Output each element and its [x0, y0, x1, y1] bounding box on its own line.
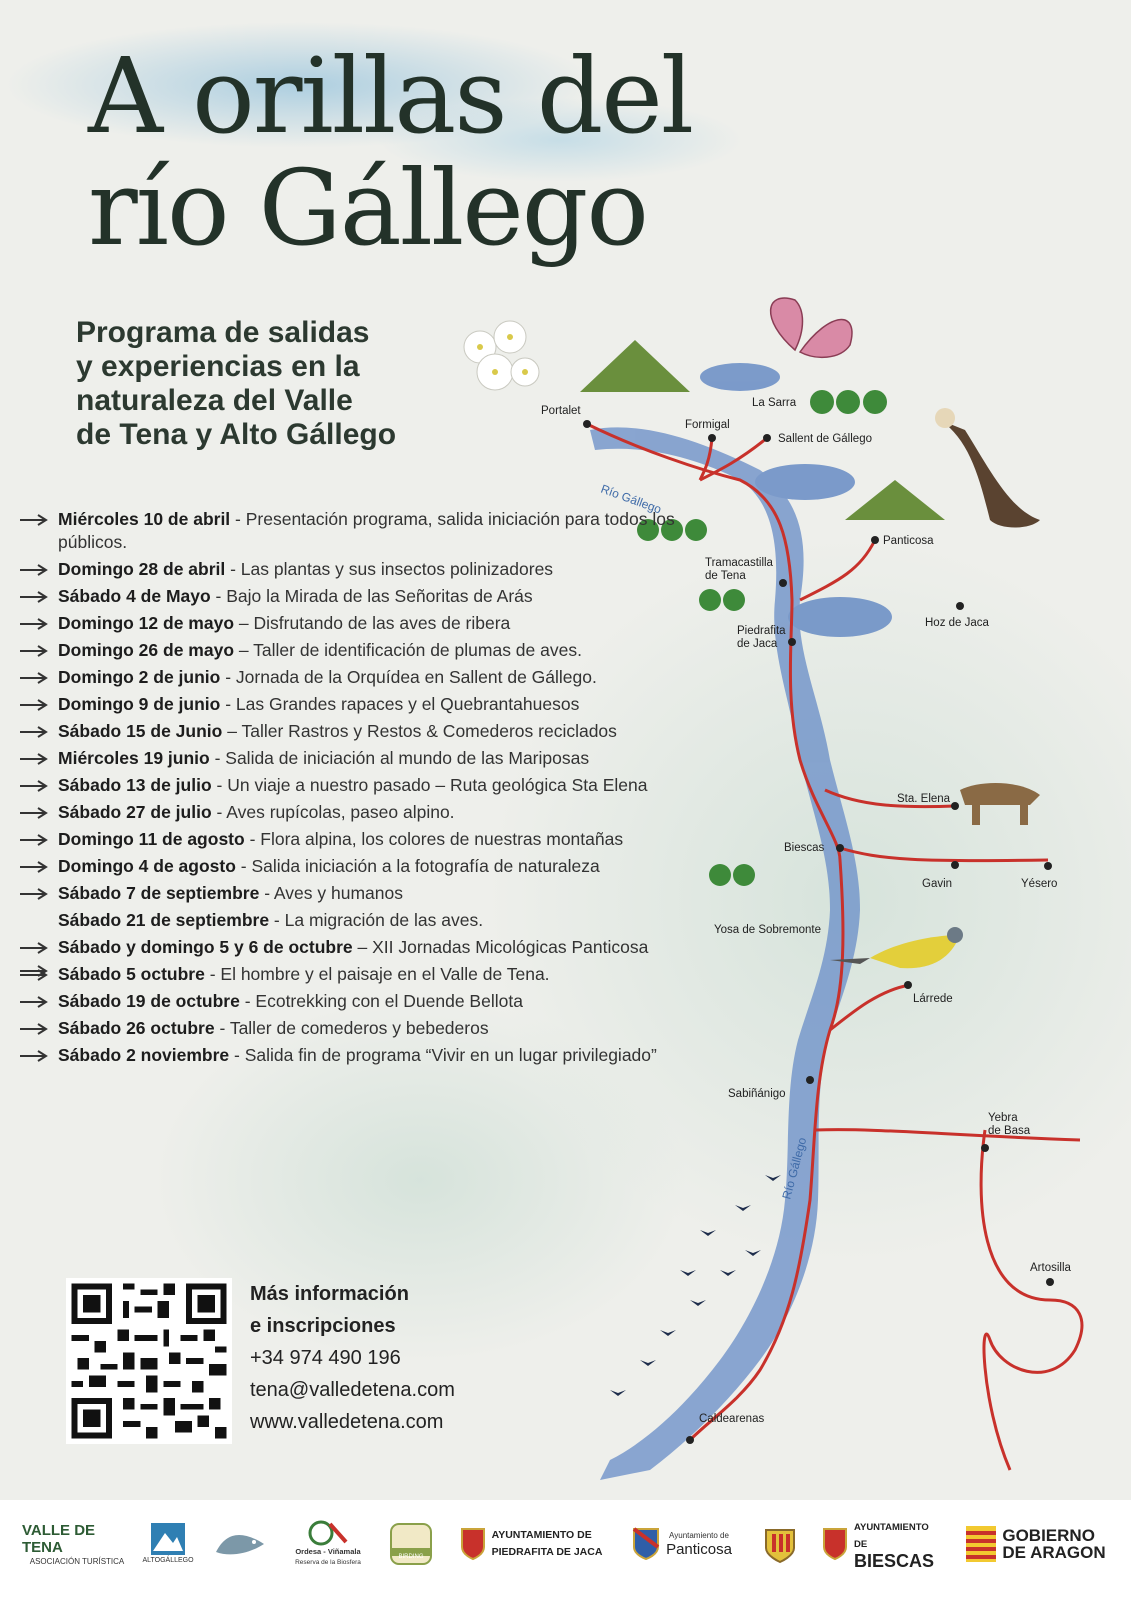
event-desc: - Salida fin de programa “Vivir en un lugar privilegiado” [229, 1045, 657, 1065]
event-item [18, 774, 688, 797]
event-desc: - Ecotrekking con el Duende Bellota [239, 991, 523, 1011]
place-tramacastilla-1: Tramacastilla [705, 557, 773, 569]
event-item [18, 882, 688, 905]
event-desc: - Aves y humanos [259, 883, 403, 903]
logo-ordesa-vinamala: Ordesa - Viñamala Reserva de la Biosfera [284, 1512, 372, 1576]
subtitle-line-2: y experiencias en la [76, 350, 360, 383]
arrow-right-icon [18, 990, 58, 1013]
coat-of-arms-icon [764, 1524, 796, 1564]
logo-ayto-piedrafita: AYUNTAMIENTO DE PIEDRAFITA DE JACA [456, 1512, 606, 1576]
river-label-top: Río Gállego [598, 481, 664, 517]
arrow-right-icon [18, 774, 58, 797]
event-date: Sábado 7 de septiembre [58, 883, 260, 903]
place-hoz-de-jaca: Hoz de Jaca [925, 617, 989, 629]
event-desc: – Taller Rastros y Restos & Comederos reciclados [222, 721, 617, 741]
place-yebra-2: de Basa [988, 1125, 1031, 1137]
event-desc: - Presentación programa, salida iniciación para todos los públicos. [58, 509, 675, 552]
place-caldearenas: Caldearenas [699, 1413, 765, 1425]
place-yebra-1: Yebra [988, 1112, 1018, 1124]
arrow-right-icon [18, 882, 58, 905]
event-item [18, 855, 688, 878]
event-date: Sábado 13 de julio [58, 775, 212, 795]
event-date: Domingo 26 de mayo [58, 640, 235, 660]
place-yesero: Yésero [1021, 878, 1058, 890]
event-date: Sábado 19 de octubre [58, 991, 240, 1011]
event-date: Domingo 28 de abril [58, 559, 226, 579]
event-desc: – XII Jornadas Micológicas Panticosa [352, 937, 649, 957]
info-heading-2: e inscripciones [250, 1315, 396, 1337]
event-item [18, 801, 688, 824]
event-item [18, 639, 688, 662]
email-link[interactable]: tena@valledetena.com [250, 1379, 455, 1401]
event-desc: – Disfrutando de las aves de ribera [234, 613, 511, 633]
event-desc: - Las plantas y sus insectos polinizadores [225, 559, 554, 579]
event-item [18, 693, 688, 716]
place-la-sarra: La Sarra [752, 397, 797, 409]
place-biescas: Biescas [784, 842, 825, 854]
logo-birding: BIRDING [386, 1512, 436, 1576]
subtitle-line-4: de Tena y Alto Gállego [76, 418, 397, 451]
event-date: Sábado 26 octubre [58, 1018, 215, 1038]
event-date: Miércoles 19 junio [58, 748, 210, 768]
arrow-right-icon [18, 909, 58, 932]
logo-ayto-sallent [756, 1512, 804, 1576]
title-line-1: A orillas del [88, 35, 693, 157]
event-date: Domingo 4 de agosto [58, 856, 236, 876]
poster-title [88, 35, 693, 269]
event-date: Sábado 2 noviembre [58, 1045, 230, 1065]
place-artosilla: Artosilla [1030, 1262, 1071, 1274]
info-heading-1: Más información [250, 1283, 409, 1305]
dolmen-illustration [960, 783, 1040, 825]
event-desc: - Flora alpina, los colores de nuestras montañas [244, 829, 624, 849]
event-item [18, 747, 688, 770]
event-desc: - Jornada de la Orquídea en Sallent de Gállego. [220, 667, 597, 687]
place-panticosa: Panticosa [883, 535, 934, 547]
arrow-right-icon [18, 828, 58, 851]
event-desc: - Taller de comederos y bebederos [214, 1018, 489, 1038]
biosphere-icon [308, 1520, 348, 1546]
arrow-right-icon [18, 936, 58, 959]
event-item [18, 909, 688, 932]
flower-illustration [450, 312, 560, 422]
event-date: Domingo 9 de junio [58, 694, 221, 714]
event-date: Sábado y domingo 5 y 6 de octubre [58, 937, 353, 957]
river-fish-icon [212, 1522, 268, 1566]
arrow-right-icon [18, 747, 58, 770]
coat-of-arms-icon [460, 1527, 486, 1561]
place-sta-elena: Sta. Elena [897, 793, 951, 805]
event-item [18, 558, 688, 581]
arrow-right-icon [18, 666, 58, 689]
contact-info [250, 1278, 455, 1438]
event-date: Domingo 2 de junio [58, 667, 221, 687]
event-date: Domingo 11 de agosto [58, 829, 245, 849]
phone-number[interactable]: +34 974 490 196 [250, 1347, 401, 1369]
arrow-right-icon [18, 558, 58, 581]
arrow-right-icon [18, 855, 58, 878]
event-desc: - Salida iniciación a la fotografía de naturaleza [235, 856, 600, 876]
place-sallent: Sallent de Gállego [778, 433, 872, 445]
arrow-right-icon [18, 639, 58, 662]
event-item [18, 990, 688, 1013]
place-sabinanigo: Sabiñánigo [728, 1088, 786, 1100]
subtitle-line-1: Programa de salidas [76, 316, 370, 349]
event-item [18, 585, 688, 608]
arrow-right-icon [18, 720, 58, 743]
logo-gobierno-aragon: GOBIERNO DE ARAGON [956, 1512, 1116, 1576]
event-item [18, 963, 688, 986]
arrow-right-icon [18, 801, 58, 824]
website-link[interactable]: www.valledetena.com [250, 1411, 444, 1433]
arrow-right-icon [18, 1044, 58, 1067]
place-piedrafita-1: Piedrafita [737, 625, 786, 637]
arrow-right-icon [18, 693, 58, 716]
mountain-icon [151, 1523, 185, 1555]
event-item [18, 666, 688, 689]
logo-ayto-panticosa: Ayuntamiento de Panticosa [620, 1512, 744, 1576]
logo-alto-gallego: ALTOGÁLLEGO [144, 1512, 192, 1576]
place-larrede: Lárrede [913, 993, 953, 1005]
event-desc: - El hombre y el paisaje en el Valle de Tena. [204, 964, 550, 984]
logo-ayto-biescas: AYUNTAMIENTO DE BIESCAS [822, 1512, 940, 1576]
event-item [18, 1017, 688, 1040]
event-date: Sábado 15 de Junio [58, 721, 223, 741]
event-desc: - Las Grandes rapaces y el Quebrantahuesos [220, 694, 580, 714]
event-desc: - La migración de las aves. [269, 910, 484, 930]
event-item [18, 1044, 688, 1067]
event-date: Miércoles 10 de abril [58, 509, 231, 529]
event-item [18, 720, 688, 743]
event-date: Sábado 5 octubre [58, 964, 205, 984]
arrow-right-icon [18, 508, 58, 531]
river-label-bottom: Río Gállego [779, 1135, 810, 1201]
poster-subtitle [76, 316, 496, 452]
coat-of-arms-icon [822, 1527, 848, 1561]
place-portalet: Portalet [541, 405, 581, 417]
title-line-2: río Gállego [88, 147, 647, 269]
arrow-right-icon [18, 1017, 58, 1040]
event-date: Domingo 12 de mayo [58, 613, 235, 633]
logo-valle-de-tena: VALLE DE TENA ASOCIACIÓN TURÍSTICA [22, 1521, 125, 1566]
place-gavin: Gavin [922, 878, 953, 890]
event-desc: - Bajo la Mirada de las Señoritas de Arás [210, 586, 533, 606]
events-list [18, 508, 688, 1071]
butterfly-illustration [771, 298, 852, 357]
event-desc: - Aves rupícolas, paseo alpino. [211, 802, 455, 822]
place-piedrafita-2: de Jaca [737, 638, 778, 650]
event-date: Sábado 4 de Mayo [58, 586, 211, 606]
place-formigal: Formigal [685, 419, 730, 431]
place-tramacastilla-2: de Tena [705, 570, 746, 582]
coat-of-arms-icon [632, 1527, 660, 1561]
arrow-right-icon [18, 585, 58, 608]
event-date: Sábado 27 de julio [58, 802, 212, 822]
event-item [18, 612, 688, 635]
subtitle-line-3: naturaleza del Valle [76, 384, 353, 417]
event-date: Sábado 21 de septiembre [58, 910, 270, 930]
vulture-illustration [935, 408, 1040, 528]
qr-code[interactable] [66, 1278, 232, 1444]
place-yosa: Yosa de Sobremonte [714, 924, 821, 936]
event-item [18, 936, 688, 959]
event-desc: – Taller de identificación de plumas de aves. [234, 640, 582, 660]
arrow-right-icon [18, 963, 58, 986]
aragon-flag-icon [966, 1526, 996, 1562]
event-desc: - Un viaje a nuestro pasado – Ruta geológica Sta Elena [211, 775, 648, 795]
event-desc: - Salida de iniciación al mundo de las Mariposas [209, 748, 590, 768]
event-item [18, 828, 688, 851]
arrow-right-icon [18, 612, 58, 635]
logo-rio-gallego [210, 1512, 270, 1576]
event-item [18, 508, 688, 554]
